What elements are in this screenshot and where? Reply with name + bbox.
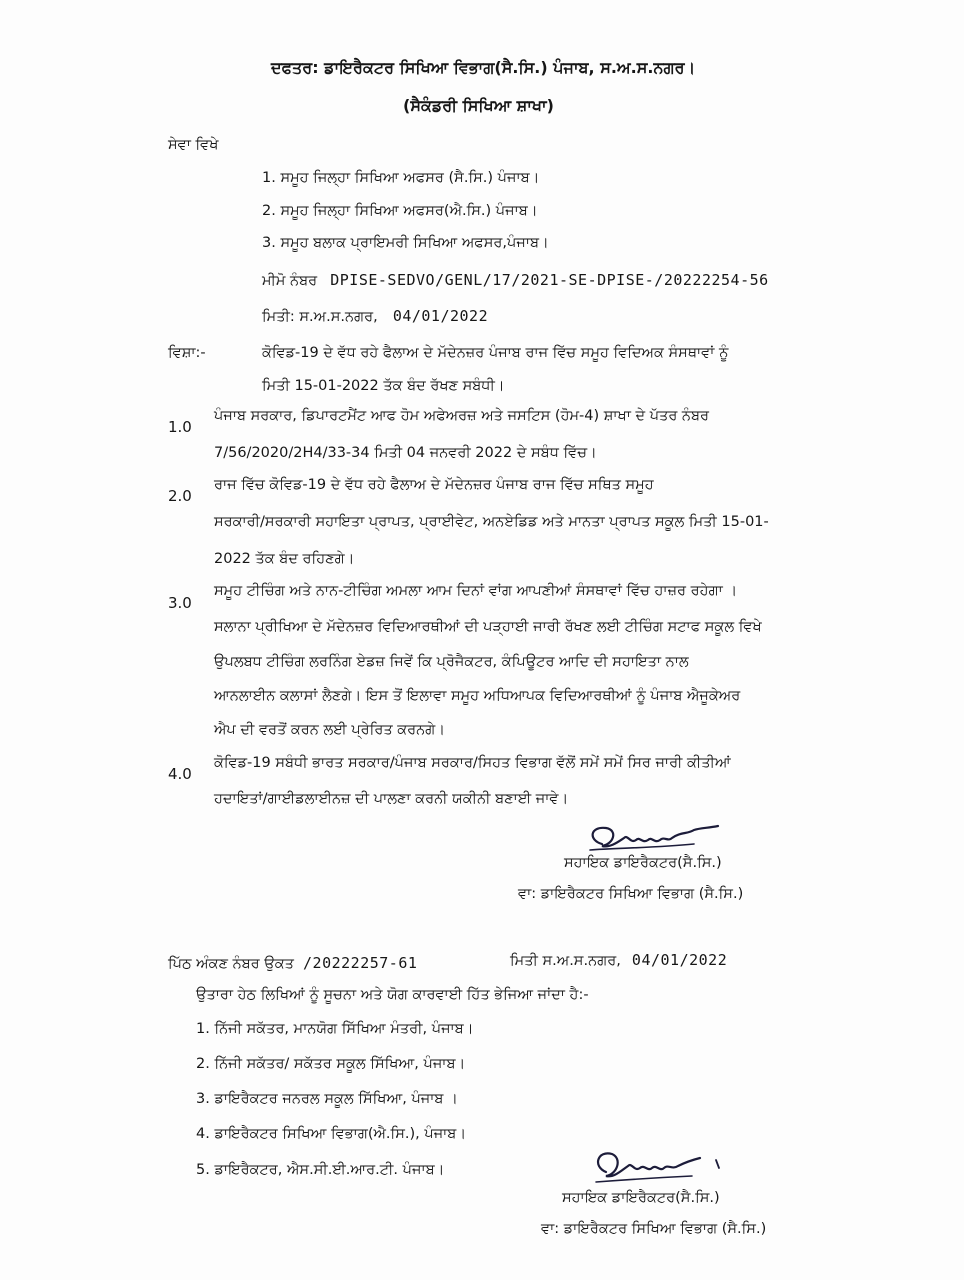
memo-date-label: ਮਿਤੀ: ਸ.ਅ.ਸ.ਨਗਰ, xyxy=(262,309,378,325)
memo-date: 04/01/2022 xyxy=(392,307,489,325)
paragraph-line: ਐਪ ਦੀ ਵਰਤੋਂ ਕਰਨ ਲਈ ਪ੍ਰੇਰਿਤ ਕਰਨਗੇ। xyxy=(214,722,446,738)
endorsement-item: 2. ਨਿੱਜੀ ਸਕੱਤਰ/ ਸਕੱਤਰ ਸਕੂਲ ਸਿੱਖਿਆ, ਪੰਜਾਬ। xyxy=(196,1056,466,1072)
paragraph-line: 7/56/2020/2H4/33-34 ਮਿਤੀ 04 ਜਨਵਰੀ 2022 ਦੇ ਸਬੰਧ ਵਿੱਚ। xyxy=(214,445,597,461)
subject-line: ਮਿਤੀ 15-01-2022 ਤੱਕ ਬੰਦ ਰੱਖਣ ਸਬੰਧੀ। xyxy=(262,378,505,394)
memo-line xyxy=(262,270,769,289)
signatory-title: ਸਹਾਇਕ ਡਾਇਰੈਕਟਰ(ਸੈ.ਸਿ.) xyxy=(564,855,722,871)
paragraph-number: 3.0 xyxy=(168,594,192,612)
paragraph-line: ਕੋਵਿਡ-19 ਸਬੰਧੀ ਭਾਰਤ ਸਰਕਾਰ/ਪੰਜਾਬ ਸਰਕਾਰ/ਸਿਹਤ ਵਿਭਾਗ ਵੱਲੋਂ ਸਮੇਂ ਸਮੇਂ ਸਿਰ ਜਾਰੀ ਕੀਤੀਆਂ xyxy=(214,755,731,771)
endorsement-date: 04/01/2022 xyxy=(631,951,728,969)
endorsement-item: 4. ਡਾਇਰੈਕਟਰ ਸਿਖਿਆ ਵਿਭਾਗ(ਐ.ਸਿ.), ਪੰਜਾਬ। xyxy=(196,1126,467,1142)
paragraph-line: ਹਦਾਇਤਾਂ/ਗਾਈਡਲਾਈਨਜ਼ ਦੀ ਪਾਲਣਾ ਕਰਨੀ ਯਕੀਨੀ ਬਣਾਈ ਜਾਵੇ। xyxy=(214,791,569,807)
paragraph-line: ਰਾਜ ਵਿੱਚ ਕੋਵਿਡ-19 ਦੇ ਵੱਧ ਰਹੇ ਫੈਲਾਅ ਦੇ ਮੱਦੇਨਜ਼ਰ ਪੰਜਾਬ ਰਾਜ ਵਿੱਚ ਸਥਿਤ ਸਮੂਹ xyxy=(214,477,654,493)
paragraph-line: 2022 ਤੱਕ ਬੰਦ ਰਹਿਣਗੇ। xyxy=(214,551,355,567)
branch-heading: (ਸੈਕੰਡਰੀ ਸਿਖਿਆ ਸ਼ਾਖਾ) xyxy=(403,96,554,115)
addressee-item: 1. ਸਮੂਹ ਜਿਲ੍ਹਾ ਸਿਖਿਆ ਅਫਸਰ (ਸੈ.ਸਿ.) ਪੰਜਾਬ। xyxy=(262,170,540,186)
memo-number: DPISE-SEDVO/GENL/17/2021-SE-DPISE-/20222254-56 xyxy=(330,271,769,289)
signatory-subtitle: ਵਾ: ਡਾਇਰੈਕਟਰ ਸਿਖਿਆ ਵਿਭਾਗ (ਸੈ.ਸਿ.) xyxy=(518,886,744,902)
office-heading: ਦਫਤਰ: ਡਾਇਰੈਕਟਰ ਸਿਖਿਆ ਵਿਭਾਗ(ਸੈ.ਸਿ.) ਪੰਜਾਬ, ਸ.ਅ.ਸ.ਨਗਰ। xyxy=(271,58,696,77)
endorsement-item: 5. ਡਾਇਰੈਕਟਰ, ਐਸ.ਸੀ.ਈ.ਆਰ.ਟੀ. ਪੰਜਾਬ। xyxy=(196,1162,445,1178)
endorsement-date-line xyxy=(510,950,727,969)
paragraph-line: ਪੰਜਾਬ ਸਰਕਾਰ, ਡਿਪਾਰਟਮੈਂਟ ਆਫ ਹੋਮ ਅਫੇਅਰਜ਼ ਅਤੇ ਜਸਟਿਸ (ਹੋਮ-4) ਸ਼ਾਖਾ ਦੇ ਪੱਤਰ ਨੰਬਰ xyxy=(214,408,710,424)
endorsement-number: /20222257-61 xyxy=(303,954,418,972)
endorsement-item: 1. ਨਿੱਜੀ ਸਕੱਤਰ, ਮਾਨਯੋਗ ਸਿੱਖਿਆ ਮੰਤਰੀ, ਪੰਜਾਬ। xyxy=(196,1021,474,1037)
paragraph-line: ਉਪਲਬਧ ਟੀਚਿੰਗ ਲਰਨਿੰਗ ਏਡਜ਼ ਜਿਵੇਂ ਕਿ ਪ੍ਰੋਜੈਕਟਰ, ਕੰਪਿਊਟਰ ਆਦਿ ਦੀ ਸਹਾਇਤਾ ਨਾਲ xyxy=(214,654,689,670)
endorsement-date-label: ਮਿਤੀ ਸ.ਅ.ਸ.ਨਗਰ, xyxy=(510,953,621,969)
signatory-subtitle: ਵਾ: ਡਾਇਰੈਕਟਰ ਸਿਖਿਆ ਵਿਭਾਗ (ਸੈ.ਸਿ.) xyxy=(541,1221,767,1237)
memo-label: ਮੀਮੋ ਨੰਬਰ xyxy=(262,273,318,289)
endorsement-label: ਪਿੱਠ ਅੰਕਣ ਨੰਬਰ ਉਕਤ xyxy=(168,956,294,972)
endorsement-item: 3. ਡਾਇਰੈਕਟਰ ਜਨਰਲ ਸਕੂਲ ਸਿੱਖਿਆ, ਪੰਜਾਬ । xyxy=(196,1091,458,1107)
paragraph-number: 4.0 xyxy=(168,765,192,783)
paragraph-line: ਸਲਾਨਾ ਪ੍ਰੀਖਿਆ ਦੇ ਮੱਦੇਨਜ਼ਰ ਵਿਦਿਆਰਥੀਆਂ ਦੀ ਪੜ੍ਹਾਈ ਜਾਰੀ ਰੱਖਣ ਲਈ ਟੀਚਿੰਗ ਸਟਾਫ ਸਕੂਲ ਵਿਖੇ xyxy=(214,619,762,635)
endorsement-intro: ਉਤਾਰਾ ਹੇਠ ਲਿਖਿਆਂ ਨੂੰ ਸੂਚਨਾ ਅਤੇ ਯੋਗ ਕਾਰਵਾਈ ਹਿੱਤ ਭੇਜਿਆ ਜਾਂਦਾ ਹੈ:- xyxy=(196,987,589,1003)
subject-label: ਵਿਸ਼ਾ:- xyxy=(168,345,206,361)
paragraph-number: 2.0 xyxy=(168,487,192,505)
addressee-item: 2. ਸਮੂਹ ਜਿਲ੍ਹਾ ਸਿਖਿਆ ਅਫਸਰ(ਐ.ਸਿ.) ਪੰਜਾਬ। xyxy=(262,203,538,219)
paragraph-line: ਸਰਕਾਰੀ/ਸਰਕਾਰੀ ਸਹਾਇਤਾ ਪ੍ਰਾਪਤ, ਪ੍ਰਾਈਵੇਟ, ਅਨਏਡਿਡ ਅਤੇ ਮਾਨਤਾ ਪ੍ਰਾਪਤ ਸਕੂਲ ਮਿਤੀ 15-01- xyxy=(214,514,769,530)
memo-date-line xyxy=(262,306,488,325)
paragraph-number: 1.0 xyxy=(168,418,192,436)
paragraph-line: ਆਨਲਾਈਨ ਕਲਾਸਾਂ ਲੈਣਗੇ। ਇਸ ਤੋਂ ਇਲਾਵਾ ਸਮੂਹ ਅਧਿਆਪਕ ਵਿਦਿਆਰਥੀਆਂ ਨੂੰ ਪੰਜਾਬ ਐਜੂਕੇਅਰ xyxy=(214,688,741,704)
addressee-item: 3. ਸਮੂਹ ਬਲਾਕ ਪ੍ਰਾਇਮਰੀ ਸਿਖਿਆ ਅਫਸਰ,ਪੰਜਾਬ। xyxy=(262,235,549,251)
paragraph-line: ਸਮੂਹ ਟੀਚਿੰਗ ਅਤੇ ਨਾਨ-ਟੀਚਿੰਗ ਅਮਲਾ ਆਮ ਦਿਨਾਂ ਵਾਂਗ ਆਪਣੀਆਂ ਸੰਸਥਾਵਾਂ ਵਿੱਚ ਹਾਜ਼ਰ ਰਹੇਗਾ । xyxy=(214,583,738,599)
endorsement-number-line xyxy=(168,953,417,972)
signature-scribble xyxy=(592,1146,732,1194)
addressee-intro: ਸੇਵਾ ਵਿਖੇ xyxy=(168,137,219,153)
signatory-title: ਸਹਾਇਕ ਡਾਇਰੈਕਟਰ(ਸੈ.ਸਿ.) xyxy=(562,1190,720,1206)
subject-line: ਕੋਵਿਡ-19 ਦੇ ਵੱਧ ਰਹੇ ਫੈਲਾਅ ਦੇ ਮੱਦੇਨਜ਼ਰ ਪੰਜਾਬ ਰਾਜ ਵਿੱਚ ਸਮੂਹ ਵਿਦਿਅਕ ਸੰਸਥਾਵਾਂ ਨੂੰ xyxy=(262,345,729,361)
